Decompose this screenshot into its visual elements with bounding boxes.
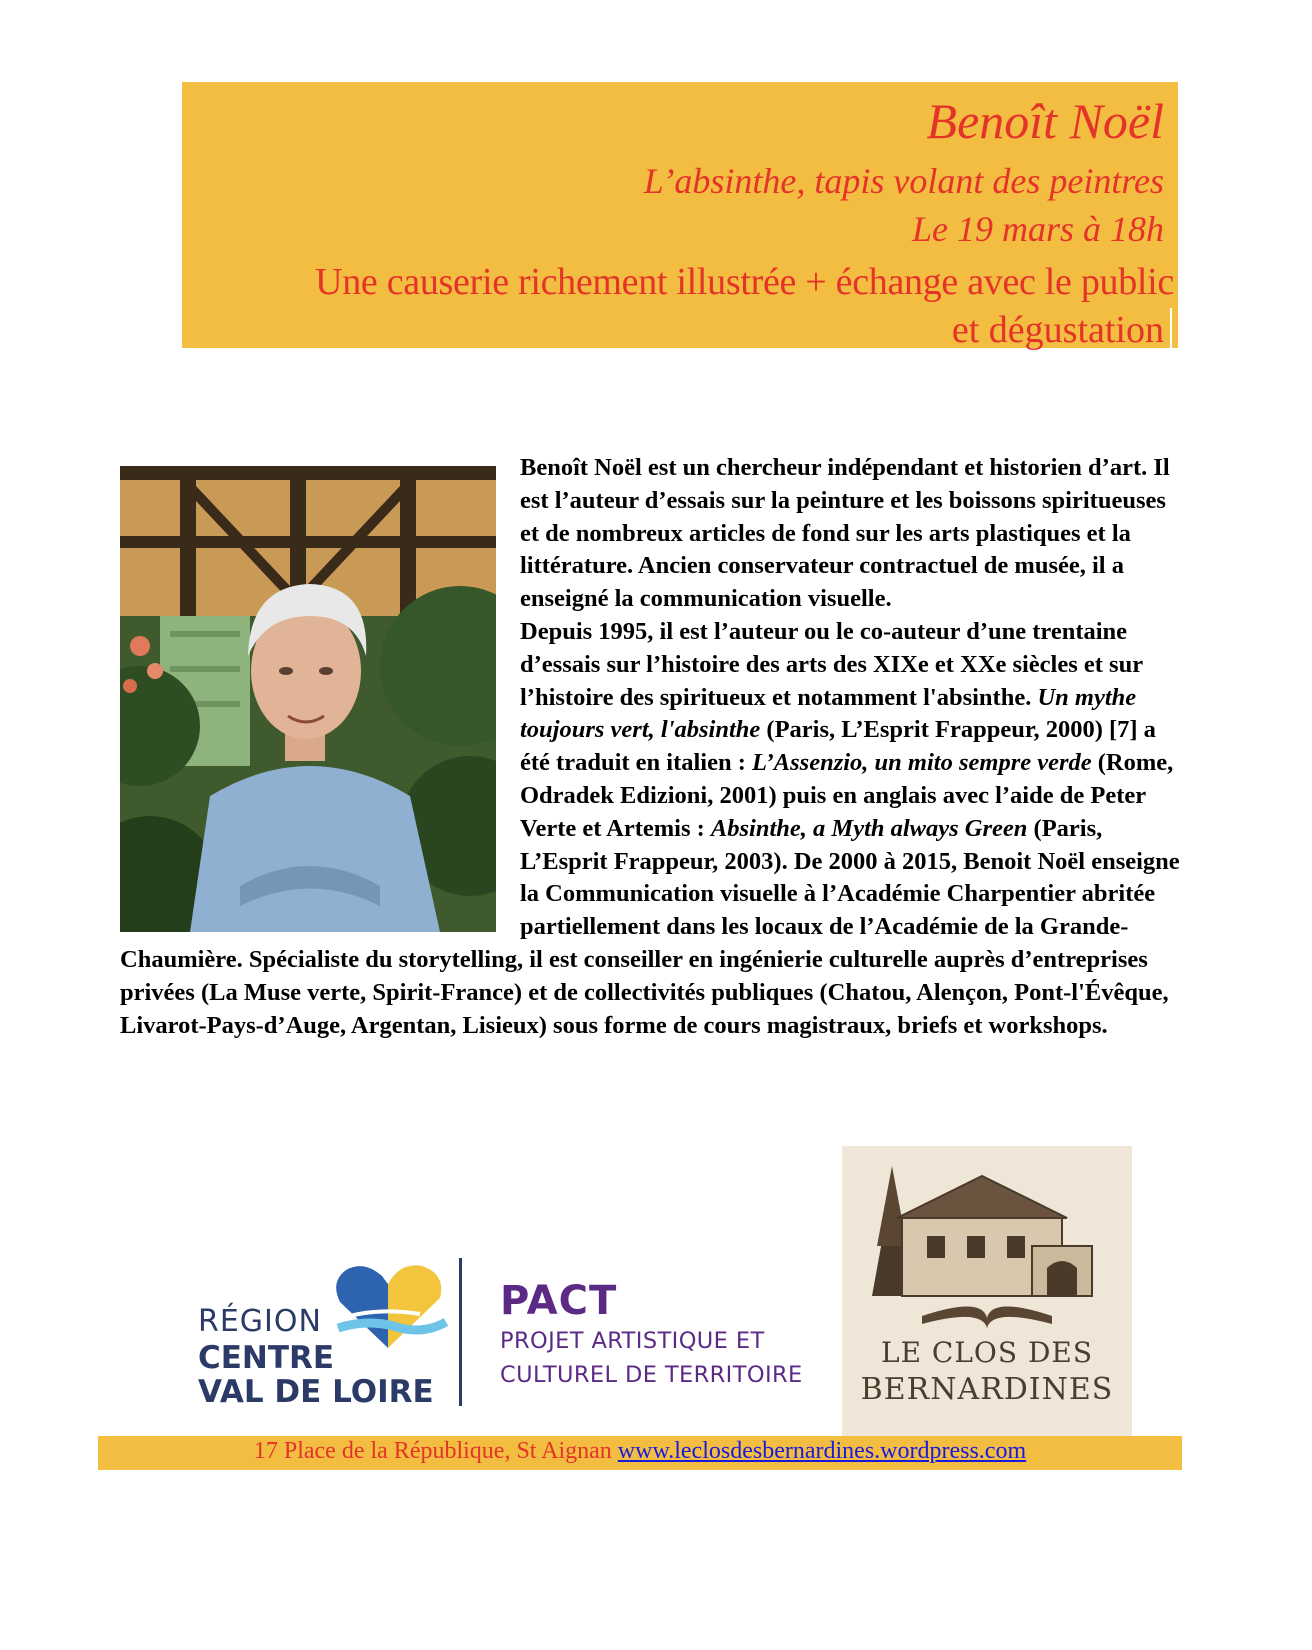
clos-line-2: BERNARDINES bbox=[860, 1372, 1114, 1407]
bio-paragraph-1: Benoît Noël est un chercheur indépendant et historien d’art. Il est l’auteur d’essais sur la peinture et les boissons spiritueuses et de nombreux articles de fond sur les arts plastiques et la littérature. Ancien conservateur contractuel de musée, il a enseigné la communication visuelle. bbox=[520, 454, 1170, 613]
pact-logo bbox=[500, 1278, 803, 1392]
book-title: Un mythe toujours vert, l'absinthe bbox=[520, 683, 1137, 744]
footer-address: 17 Place de la République, St Aignan bbox=[253, 1438, 612, 1464]
region-line-2: CENTRE bbox=[198, 1340, 335, 1376]
pact-line-1: PROJET ARTISTIQUE ET bbox=[500, 1328, 765, 1354]
event-banner bbox=[182, 82, 1178, 351]
photo-space bbox=[120, 452, 520, 934]
bio-text: (Paris, L’Esprit Frappeur, 2003). De 2000 à 2015, Benoit Noël enseigne la Communication visuelle à l’Académie Charpentier abritée partiellement dans les locaux de l’Académie de la Grande-Chaumière. Spécialiste du storytelling, il est conseiller en ingénierie culturelle auprès d’entreprises privées (La Muse verte, Spirit-France) et de collectivités publiques (Chatou, Alençon, Pont-l'Évêque, Livarot-Pays-d’Auge, Argentan, Lisieux) sous forme de cours magistraux, briefs et workshops. bbox=[120, 814, 1180, 1039]
event-description-line2: et dégustation bbox=[951, 309, 1164, 351]
region-line-1: RÉGION bbox=[198, 1304, 322, 1339]
speaker-name: Benoît Noël bbox=[926, 93, 1164, 149]
house-illustration-icon bbox=[842, 1146, 1132, 1336]
bio-text: (Paris, L’Esprit Frappeur, 2000) [7] a été traduit en italien : bbox=[520, 716, 1156, 777]
region-line-3: VAL DE LOIRE bbox=[198, 1374, 434, 1410]
logo-divider bbox=[459, 1258, 462, 1406]
bio-text: (Rome, Odradek Edizioni, 2001) puis en anglais avec l’aide de Peter Verte et Artemis : bbox=[520, 749, 1174, 842]
event-date: Le 19 mars à 18h bbox=[911, 209, 1164, 249]
website-link[interactable]: www.leclosdesbernardines.wordpress.com bbox=[617, 1438, 1027, 1464]
region-centre-logo bbox=[190, 1262, 450, 1412]
clos-line-1: LE CLOS DES bbox=[880, 1336, 1094, 1369]
footer-bar bbox=[98, 1436, 1182, 1470]
book-title: L’Assenzio, un mito sempre verde bbox=[752, 749, 1092, 777]
pact-title: PACT bbox=[500, 1278, 618, 1324]
footer-text bbox=[98, 1438, 1182, 1465]
book-title: Absinthe, a Myth always Green bbox=[710, 814, 1028, 842]
pact-line-2: CULTUREL DE TERRITOIRE bbox=[500, 1362, 803, 1388]
speaker-biography bbox=[120, 452, 1180, 1042]
clos-des-bernardines-logo bbox=[842, 1146, 1132, 1436]
bio-text: Depuis 1995, il est l’auteur ou le co-auteur d’une trentaine d’essais sur l’histoire des arts des XIXe et XXe siècles et sur l’histoire des spiritueux et notamment l'absinthe. bbox=[520, 617, 1143, 711]
event-description-line1: Une causerie richement illustrée + échange avec le public bbox=[315, 261, 1174, 303]
talk-title: L’absinthe, tapis volant des peintres bbox=[643, 161, 1164, 201]
heart-icon bbox=[330, 1262, 448, 1352]
text-cursor bbox=[1170, 308, 1172, 348]
